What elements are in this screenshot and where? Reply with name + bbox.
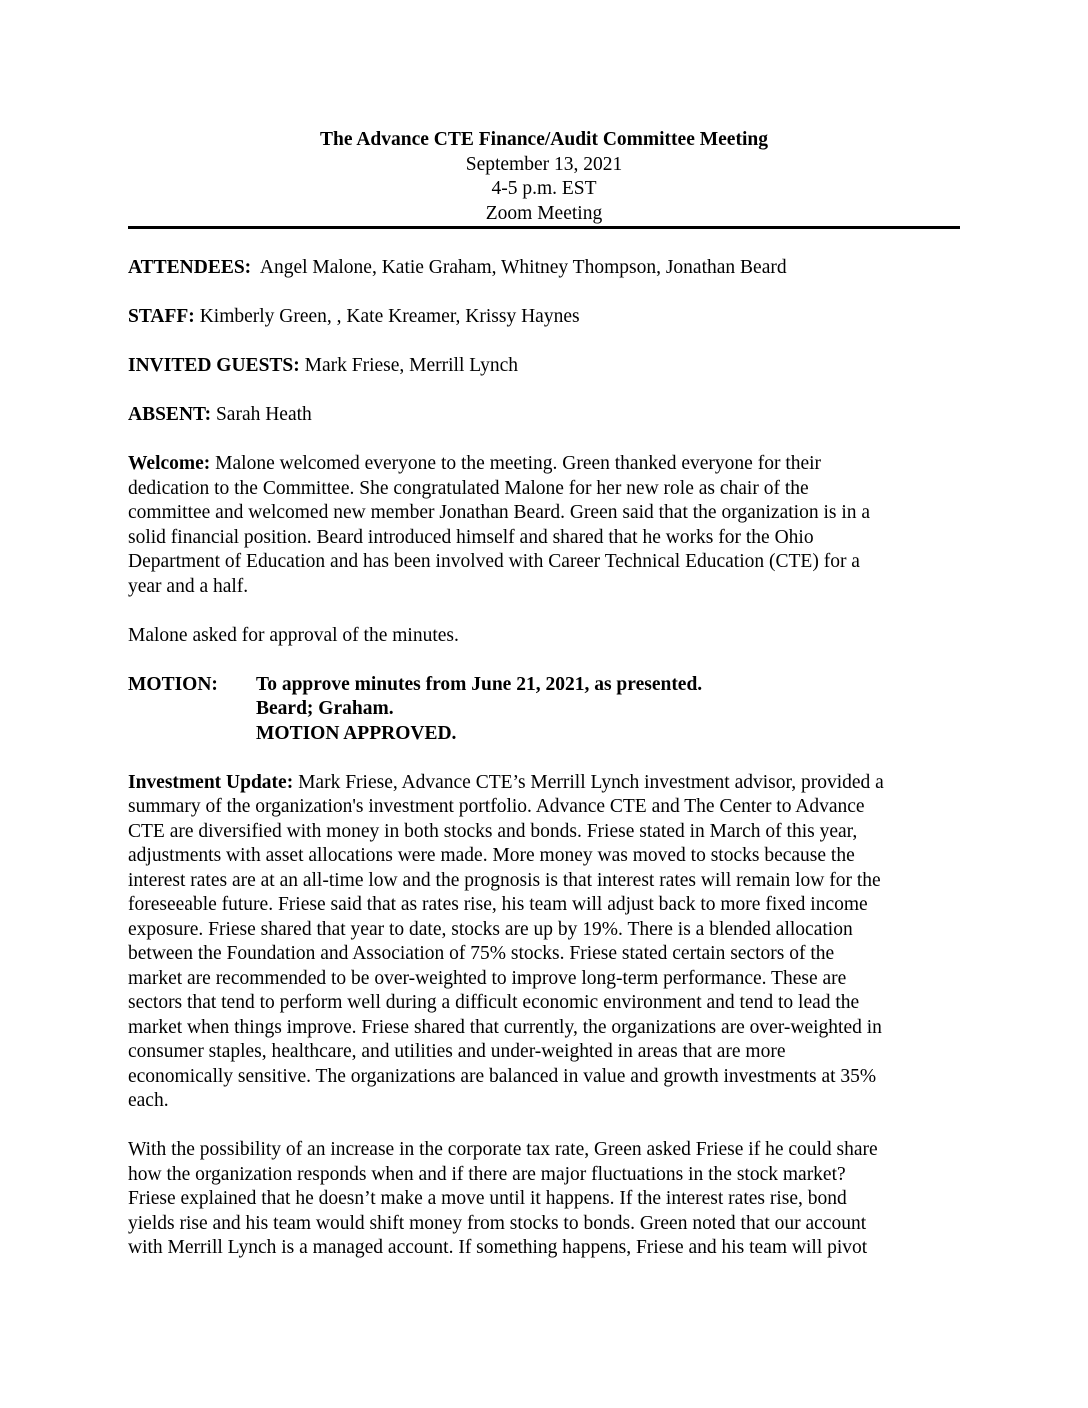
motion-line: Beard; Graham. (256, 698, 394, 719)
investment-line: market when things improve. Friese shared that currently, the organizations are over-weighted in (128, 1016, 882, 1038)
tax-line: With the possibility of an increase in the corporate tax rate, Green asked Friese if he could share (128, 1139, 878, 1160)
tax-line: Friese explained that he doesn’t make a move until it happens. If the interest rates rise, bond (128, 1188, 847, 1209)
investment-line: each. (128, 1090, 169, 1111)
welcome-line: year and a half. (128, 575, 249, 597)
welcome-line: solid financial position. Beard introduced himself and shared that he works for the Ohio (128, 526, 814, 548)
document-page (128, 128, 960, 1261)
absent-label: ABSENT: (128, 404, 212, 425)
investment-line: consumer staples, healthcare, and utilities and under-weighted in areas that are more (128, 1041, 786, 1062)
investment-line: Mark Friese, Advance CTE’s Merrill Lynch investment advisor, provided a (298, 771, 884, 793)
tax-line: with Merrill Lynch is a managed account. If something happens, Friese and his team will pivot (128, 1237, 868, 1258)
meeting-location: Zoom Meeting (485, 202, 603, 224)
investment-line: CTE are diversified with money in both stocks and bonds. Friese stated in March of this year, (128, 820, 858, 842)
welcome-line: dedication to the Committee. She congratulated Malone for her new role as chair of the (128, 477, 809, 499)
welcome-paragraph (128, 452, 960, 599)
guests-label: INVITED GUESTS: (128, 355, 300, 376)
attendees-text: Angel Malone, Katie Graham, Whitney Thompson, Jonathan Beard (259, 257, 787, 278)
guests-line (128, 354, 960, 379)
investment-line: economically sensitive. The organizations are balanced in value and growth investments at 35% (128, 1065, 877, 1087)
investment-line: adjustments with asset allocations were made. More money was moved to stocks because the (128, 845, 855, 866)
tax-line: how the organization responds when and if there are major fluctuations in the stock market? (128, 1163, 846, 1185)
investment-line: summary of the organization's investment portfolio. Advance CTE and The Center to Advance (128, 796, 865, 817)
investment-line: exposure. Friese shared that year to date, stocks are up by 19%. There is a blended allocation (128, 918, 853, 940)
investment-line: foreseeable future. Friese said that as rates rise, his team will adjust back to more fixed income (128, 894, 868, 915)
welcome-line: Department of Education and has been involved with Career Technical Education (CTE) for a (128, 551, 860, 572)
guests-text: Mark Friese, Merrill Lynch (304, 355, 519, 376)
investment-paragraph (128, 771, 960, 1114)
welcome-label: Welcome: (128, 453, 211, 474)
absent-text: Sarah Heath (215, 404, 312, 425)
investment-label: Investment Update: (128, 771, 294, 793)
welcome-line: Malone welcomed everyone to the meeting. Green thanked everyone for their (215, 453, 822, 474)
attendees-label: ATTENDEES: (128, 257, 252, 278)
investment-line: market are recommended to be over-weighted to improve long-term performance. These are (128, 967, 847, 989)
absent-line (128, 403, 960, 428)
attendees-line (128, 256, 960, 281)
staff-line (128, 305, 960, 330)
meeting-title: The Advance CTE Finance/Audit Committee Meeting (320, 129, 768, 150)
meeting-date: September 13, 2021 (465, 153, 623, 175)
investment-line: sectors that tend to perform well during a difficult economic environment and tend to lead the (128, 992, 860, 1013)
staff-text: Kimberly Green, , Kate Kreamer, Krissy Haynes (199, 306, 580, 327)
investment-line: between the Foundation and Association of 75% stocks. Friese stated certain sectors of the (128, 943, 835, 964)
meeting-time: 4-5 p.m. EST (491, 178, 597, 199)
motion-line: To approve minutes from June 21, 2021, as presented. (256, 673, 703, 695)
staff-label: STAFF: (128, 306, 195, 327)
meeting-header (128, 128, 960, 226)
motion-block (128, 673, 960, 747)
motion-line: MOTION APPROVED. (256, 722, 457, 744)
investment-line: interest rates are at an all-time low and the prognosis is that interest rates will remain low for the (128, 869, 881, 891)
welcome-line: committee and welcomed new member Jonathan Beard. Green said that the organization is in a (128, 502, 871, 523)
tax-line: yields rise and his team would shift money from stocks to bonds. Green noted that our account (128, 1212, 867, 1234)
approval-request: Malone asked for approval of the minutes. (128, 624, 459, 646)
tax-paragraph (128, 1138, 960, 1261)
motion-label: MOTION: (128, 673, 218, 695)
